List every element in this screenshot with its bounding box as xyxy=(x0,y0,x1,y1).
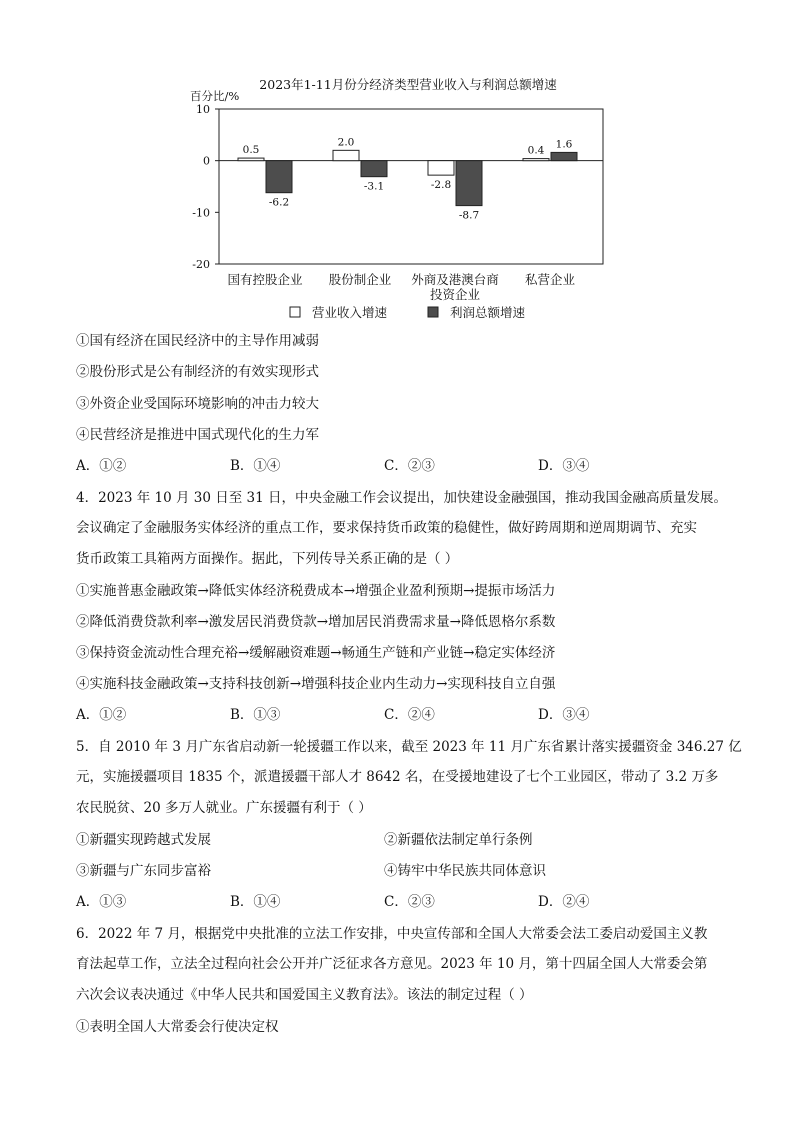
q4-stem-line-1: 4．2023 年 10 月 30 日至 31 日，中央金融工作会议提出，加快建设金融强国，推动我国金融高质量发展。 xyxy=(76,490,728,506)
revenue-data-label: 0.4 xyxy=(527,144,545,157)
q4-statement-3: ③保持资金流动性合理充裕→缓解融资难题→畅通生产链和产业链→稳定实体经济 xyxy=(76,645,556,661)
q4-stem-line-3: 货币政策工具箱两方面操作。据此，下列传导关系正确的是（ ） xyxy=(76,551,459,567)
q5-statement-2: ②新疆依法制定单行条例 xyxy=(384,832,533,848)
category-label: 国有控股企业 xyxy=(227,272,303,287)
legend-swatch-revenue xyxy=(290,307,300,317)
profit-data-label: -3.1 xyxy=(363,180,385,193)
revenue-bar xyxy=(238,158,264,161)
growth-bar-chart xyxy=(180,72,620,330)
q3-statement-1: ①国有经济在国民经济中的主导作用减弱 xyxy=(76,333,319,349)
q3-choice-c: C．②③ xyxy=(384,458,435,474)
y-tick-label: 0 xyxy=(203,154,210,168)
q3-statement-2: ②股份形式是公有制经济的有效实现形式 xyxy=(76,364,319,380)
q5-choice-b: B．①④ xyxy=(230,894,281,910)
q6-stem-line-1: 6．2022 年 7 月，根据党中央批准的立法工作安排，中央宣传部和全国人大常委会法工委启动爱国主义教 xyxy=(76,926,708,942)
q5-choice-c: C．②③ xyxy=(384,894,435,910)
q4-choice-c: C．②④ xyxy=(384,707,435,723)
revenue-bar xyxy=(428,161,454,175)
q5-choice-d: D．②④ xyxy=(538,894,590,910)
legend-swatch-profit xyxy=(428,307,438,317)
profit-bar xyxy=(551,152,577,160)
legend-label-revenue: 营业收入增速 xyxy=(312,305,388,320)
q4-choice-d: D．③④ xyxy=(538,707,590,723)
q3-statement-3: ③外资企业受国际环境影响的冲击力较大 xyxy=(76,396,319,412)
category-label-line-2: 投资企业 xyxy=(429,287,481,302)
profit-data-label: -8.7 xyxy=(458,209,480,222)
category-label: 外商及港澳台商 xyxy=(411,272,499,287)
profit-data-label: 1.6 xyxy=(555,138,573,151)
chart-title: 2023年1-11月份分经济类型营业收入与利润总额增速 xyxy=(259,77,557,92)
q6-stem-line-2: 育法起草工作，立法全过程向社会公开并广泛征求各方意见。2023 年 10 月，第十四届全国人大常委会第 xyxy=(76,956,708,972)
q3-choice-d: D．③④ xyxy=(538,458,590,474)
q4-choice-a: A．①② xyxy=(76,707,127,723)
legend-label-profit: 利润总额增速 xyxy=(450,305,526,320)
q4-statement-1: ①实施普惠金融政策→降低实体经济税费成本→增强企业盈利预期→提振市场活力 xyxy=(76,583,556,599)
revenue-data-label: 2.0 xyxy=(337,136,355,149)
revenue-data-label: -2.8 xyxy=(430,179,452,192)
y-tick-label: -10 xyxy=(192,206,210,220)
q5-statement-3: ③新疆与广东同步富裕 xyxy=(76,863,211,879)
chart-svg xyxy=(180,72,620,330)
q3-choice-a: A．①② xyxy=(76,458,127,474)
q5-stem-line-3: 农民脱贫、20 多万人就业。广东援疆有利于（ ） xyxy=(76,800,372,816)
y-tick-label: 10 xyxy=(196,103,210,116)
profit-bar xyxy=(266,161,292,193)
category-label: 股份制企业 xyxy=(328,272,392,287)
q4-stem-line-2: 会议确定了金融服务实体经济的重点工作，要求保持货币政策的稳健性，做好跨周期和逆周期调节、充实 xyxy=(76,520,697,536)
y-tick-label: -20 xyxy=(192,258,210,271)
revenue-bar xyxy=(523,159,549,161)
q6-stem-line-3: 六次会议表决通过《中华人民共和国爱国主义教育法》。该法的制定过程（ ） xyxy=(76,987,533,1003)
profit-bar xyxy=(361,161,387,177)
q5-statement-1: ①新疆实现跨越式发展 xyxy=(76,832,211,848)
q3-statement-4: ④民营经济是推进中国式现代化的生力军 xyxy=(76,427,319,443)
q4-choice-b: B．①③ xyxy=(230,707,281,723)
profit-data-label: -6.2 xyxy=(268,196,290,209)
q5-stem-line-1: 5．自 2010 年 3 月广东省启动新一轮援疆工作以来，截至 2023 年 11 月广东省累计落实援疆资金 346.27 亿 xyxy=(76,739,742,755)
profit-bar xyxy=(456,161,482,206)
q4-statement-2: ②降低消费贷款利率→激发居民消费贷款→增加居民消费需求量→降低恩格尔系数 xyxy=(76,614,556,630)
q3-choice-b: B．①④ xyxy=(230,458,281,474)
q5-choice-a: A．①③ xyxy=(76,894,127,910)
q4-statement-4: ④实施科技金融政策→支持科技创新→增强科技企业内生动力→实现科技自立自强 xyxy=(76,676,556,692)
q6-statement-1: ①表明全国人大常委会行使决定权 xyxy=(76,1019,279,1035)
y-axis-label: 百分比/% xyxy=(190,89,240,103)
q5-stem-line-2: 元，实施援疆项目 1835 个，派遣援疆干部人才 8642 名，在受援地建设了七个工业园区，带动了 3.2 万多 xyxy=(76,769,719,785)
revenue-data-label: 0.5 xyxy=(242,144,260,157)
q5-statement-4: ④铸牢中华民族共同体意识 xyxy=(384,863,546,879)
category-label: 私营企业 xyxy=(524,272,576,287)
revenue-bar xyxy=(333,150,359,160)
